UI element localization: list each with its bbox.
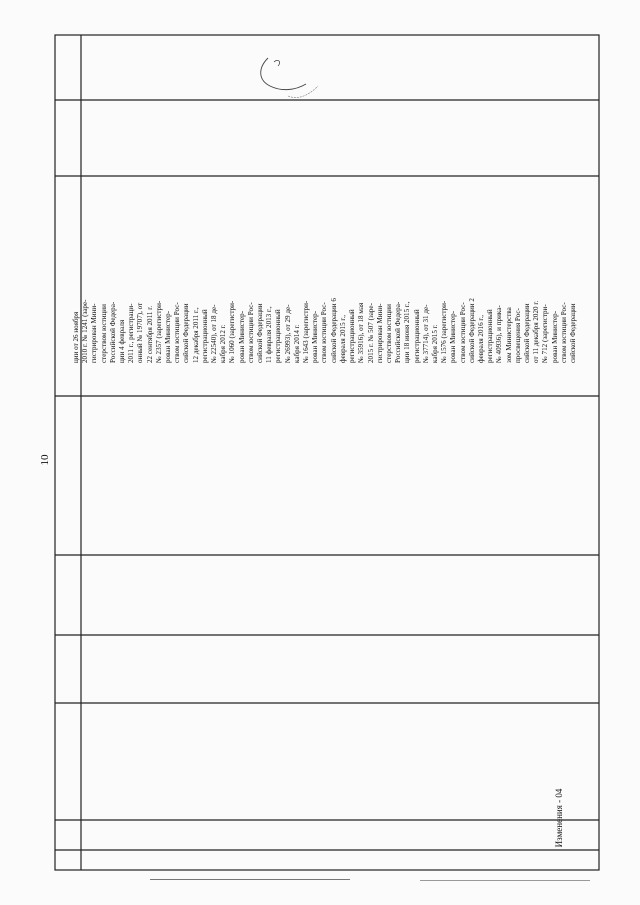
cell-text-line: стерством юстиции xyxy=(384,304,393,363)
cell-text-line: просвещения Рос- xyxy=(513,308,522,363)
cell-text-line: Российской Федера- xyxy=(108,301,117,363)
cell-text-line: рован Министер- xyxy=(237,310,246,363)
cell-text-line: кабря 2014 г. xyxy=(292,324,301,363)
cell-text-line: регистрационный xyxy=(486,309,495,363)
cell-text-line: зом Министерства xyxy=(504,307,513,363)
cell-text-line: февраля 2016 г., xyxy=(476,314,485,363)
cell-text-line: рован Министер- xyxy=(164,310,173,363)
cell-text-line: регистрационный xyxy=(274,309,283,363)
cell-text-line: 12 декабря 2011 г., xyxy=(191,307,200,363)
cell-text-line: ством юстиции Рос- xyxy=(246,302,255,363)
cell-text-line: февраля 2015 г., xyxy=(338,314,347,363)
cell-text-line: от 11 декабря 2020 г. xyxy=(532,300,541,363)
cell-text-line: ством юстиции Рос- xyxy=(458,302,467,363)
cell-text-line: кабря 2015 г. xyxy=(430,324,439,363)
cell-text-line: № 1643 (зарегистри- xyxy=(302,300,311,363)
cell-text-line: 11 февраля 2013 г., xyxy=(265,306,274,363)
cell-text-line: гистрирован Мини- xyxy=(375,303,384,363)
cell-text-line: 2010 г. № 1241 (заре- xyxy=(81,299,90,363)
page-number: 10 xyxy=(39,454,51,466)
cell-text-line: № 40936), и прика- xyxy=(495,305,504,363)
cell-text-line: ции 18 июня 2015 г., xyxy=(403,301,412,363)
table-cell-text xyxy=(72,87,577,365)
cell-text-line: регистрационный xyxy=(200,309,209,363)
cell-text-line: кабря 2012 г. xyxy=(219,324,228,363)
cell-text-line: сийской Федерации xyxy=(522,303,531,363)
cell-text-line: рован Министер- xyxy=(449,310,458,363)
cell-text-line: ством юстиции Рос- xyxy=(559,302,568,363)
cell-text-line: онный № 19707), от xyxy=(136,302,145,363)
cell-text-line: № 37714), от 31 де- xyxy=(421,304,430,363)
cell-text-line: 22 сентября 2011 г. xyxy=(145,305,154,363)
cell-text-line: стерством юстиции xyxy=(99,304,108,363)
cell-text-line: 2011 г., регистраци- xyxy=(127,303,136,363)
cell-text-line: гистрирован Мини- xyxy=(90,303,99,363)
cell-text-line: ством юстиции Рос- xyxy=(173,302,182,363)
cell-text-line: сийской Федерации xyxy=(568,303,577,363)
cell-text-line: сийской Федерации xyxy=(256,303,265,363)
scan-artifact-line xyxy=(420,880,590,881)
cell-text-line: № 22540), от 18 де- xyxy=(210,304,219,363)
scan-artifact-line xyxy=(150,879,350,880)
cell-text-line: сийской Федерации 6 xyxy=(329,298,338,363)
cell-text-line: ции 4 февраля xyxy=(118,319,127,363)
cell-text-line: рован Министер- xyxy=(550,310,559,363)
cell-text-line: № 2357 (зарегистри- xyxy=(154,300,163,363)
cell-text-line: сийской Федерации 2 xyxy=(467,298,476,363)
cell-text-line: № 1576 (зарегистри- xyxy=(440,300,449,363)
cell-text-line: ством юстиции Рос- xyxy=(320,302,329,363)
cell-text-line: регистрационный xyxy=(412,309,421,363)
cell-text-line: № 35916), от 18 мая xyxy=(357,302,366,363)
cell-text-line: Российской Федера- xyxy=(394,301,403,363)
cell-text-line: № 26993), от 29 де- xyxy=(283,304,292,363)
page-footer: Изменения - 04 xyxy=(554,788,564,848)
cell-text-line: № 1060 (зарегистри- xyxy=(228,300,237,363)
cell-text-line: № 712 (зарегистри- xyxy=(541,304,550,363)
cell-text-line: регистрационный xyxy=(348,309,357,363)
cell-text-line: ции от 26 ноября xyxy=(72,311,80,363)
cell-text-line: сийской Федерации xyxy=(182,303,191,363)
cell-text-line: рован Министер- xyxy=(311,310,320,363)
cell-text-line: 2015 г. № 507 (заре- xyxy=(366,303,375,363)
